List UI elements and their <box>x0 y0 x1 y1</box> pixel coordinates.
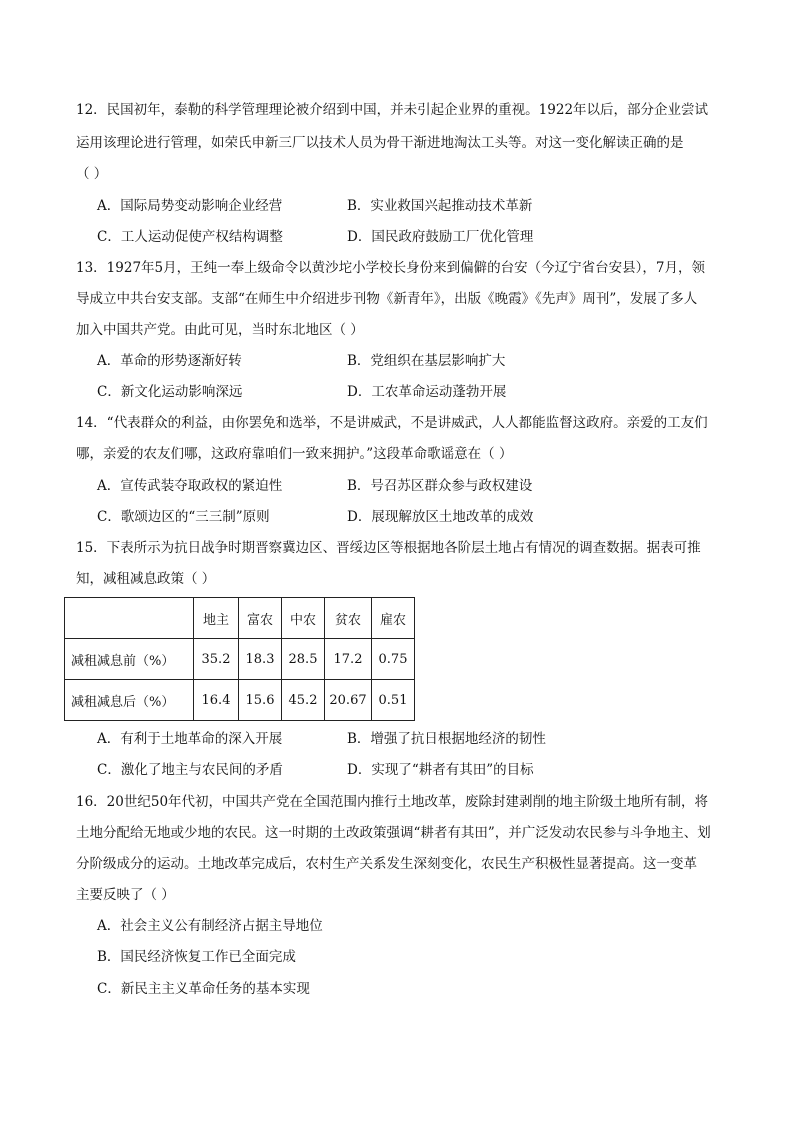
table-row-label: 减租减息前（%） <box>65 639 194 680</box>
table-header-row <box>65 598 415 639</box>
table-cell: 45.2 <box>282 680 325 721</box>
question-13-text-line-3: 加入中国共产党。由此可见，当时东北地区（ ） <box>76 322 364 338</box>
question-15-option-a: A．有利于土地革命的深入开展 <box>97 731 283 747</box>
question-13-option-c: C．新文化运动影响深远 <box>97 384 243 400</box>
table-cell: 16.4 <box>194 680 239 721</box>
table-row <box>65 680 415 721</box>
table-cell: 17.2 <box>325 639 372 680</box>
question-14-text-line-2: 哪，亲爱的农友们哪，这政府靠咱们一致来拥护。”这段革命歌谣意在（ ） <box>76 446 513 462</box>
table-row-label: 减租减息后（%） <box>65 680 194 721</box>
question-16-text-line-1: 16．20世纪50年代初，中国共产党在全国范围内推行土地改革，废除封建剥削的地主阶级土地所有制，将 <box>76 794 709 810</box>
question-14-option-d: D．展现解放区土地改革的成效 <box>347 509 534 525</box>
table-header-cell: 贫农 <box>325 598 372 639</box>
question-15-option-b: B．增强了抗日根据地经济的韧性 <box>347 731 546 747</box>
table-cell: 35.2 <box>194 639 239 680</box>
table-cell: 0.51 <box>372 680 415 721</box>
question-12-text-line-2: 运用该理论进行管理，如荣氏申新三厂以技术人员为骨干渐进地淘汰工头等。对这一变化解读正确的是 <box>76 135 684 151</box>
question-14-option-a: A．宣传武装夺取政权的紧迫性 <box>97 478 283 494</box>
question-16-text-line-4: 主要反映了（ ） <box>76 887 175 903</box>
question-16-option-a: A．社会主义公有制经济占据主导地位 <box>97 918 323 934</box>
table-header-cell: 地主 <box>194 598 239 639</box>
question-13-option-b: B．党组织在基层影响扩大 <box>347 353 506 369</box>
table-cell: 18.3 <box>239 639 282 680</box>
question-12-option-d: D．国民政府鼓励工厂优化管理 <box>347 229 534 245</box>
question-13-option-d: D．工农革命运动蓬勃开展 <box>347 384 507 400</box>
question-12-option-c: C．工人运动促使产权结构调整 <box>97 229 283 245</box>
table-header-cell <box>65 598 194 639</box>
question-15-option-c: C．激化了地主与农民间的矛盾 <box>97 762 283 778</box>
table-header-cell: 中农 <box>282 598 325 639</box>
table-header-cell: 富农 <box>239 598 282 639</box>
question-13-text-line-1: 13．1927年5月，王纯一奉上级命令以黄沙坨小学校长身份来到偏僻的台安（今辽宁省台安县），7月，领 <box>76 260 705 276</box>
question-13-text-line-2: 导成立中共台安支部。支部“在师生中介绍进步刊物《新青年》，出版《晚霞》《先声》周刊”，发展了多人 <box>76 291 698 307</box>
question-15-text-line-1: 15．下表所示为抗日战争时期晋察冀边区、晋绥边区等根据地各阶层土地占有情况的调查数据。据表可推 <box>76 540 701 556</box>
table-cell: 20.67 <box>325 680 372 721</box>
question-16-text-line-3: 分阶级成分的运动。土地改革完成后，农村生产关系发生深刻变化，农民生产积极性显著提高。这一变革 <box>76 856 697 872</box>
question-14-option-c: C．歌颂边区的“三三制”原则 <box>97 509 270 525</box>
question-15-text-line-2: 知，减租减息政策（ ） <box>76 571 216 587</box>
table-cell: 15.6 <box>239 680 282 721</box>
table-header-cell: 雇农 <box>372 598 415 639</box>
question-16-option-b: B．国民经济恢复工作已全面完成 <box>97 949 296 965</box>
question-14-option-b: B．号召苏区群众参与政权建设 <box>347 478 533 494</box>
question-13-option-a: A．革命的形势逐渐好转 <box>97 353 242 369</box>
question-14-text-line-1: 14．“代表群众的利益，由你罢免和选举，不是讲威武，不是讲威武，人人都能监督这政府。亲爱的工友们 <box>76 415 708 431</box>
question-15-option-d: D．实现了“耕者有其田”的目标 <box>347 762 534 778</box>
question-12-text-line-1: 12．民国初年，泰勒的科学管理理论被介绍到中国，并未引起企业界的重视。1922年以后，部分企业尝试 <box>76 102 709 118</box>
question-16-text-line-2: 土地分配给无地或少地的农民。这一时期的土改政策强调“耕者有其田”，并广泛发动农民参与斗争地主、划 <box>76 825 711 841</box>
question-12-option-b: B．实业救国兴起推动技术革新 <box>347 198 533 214</box>
question-16-option-c: C．新民主主义革命任务的基本实现 <box>97 981 310 997</box>
table-cell: 0.75 <box>372 639 415 680</box>
question-12-option-a: A．国际局势变动影响企业经营 <box>97 198 283 214</box>
table-cell: 28.5 <box>282 639 325 680</box>
question-12-text-line-3: （ ） <box>76 166 108 182</box>
land-ownership-table <box>64 597 415 721</box>
table-row <box>65 639 415 680</box>
